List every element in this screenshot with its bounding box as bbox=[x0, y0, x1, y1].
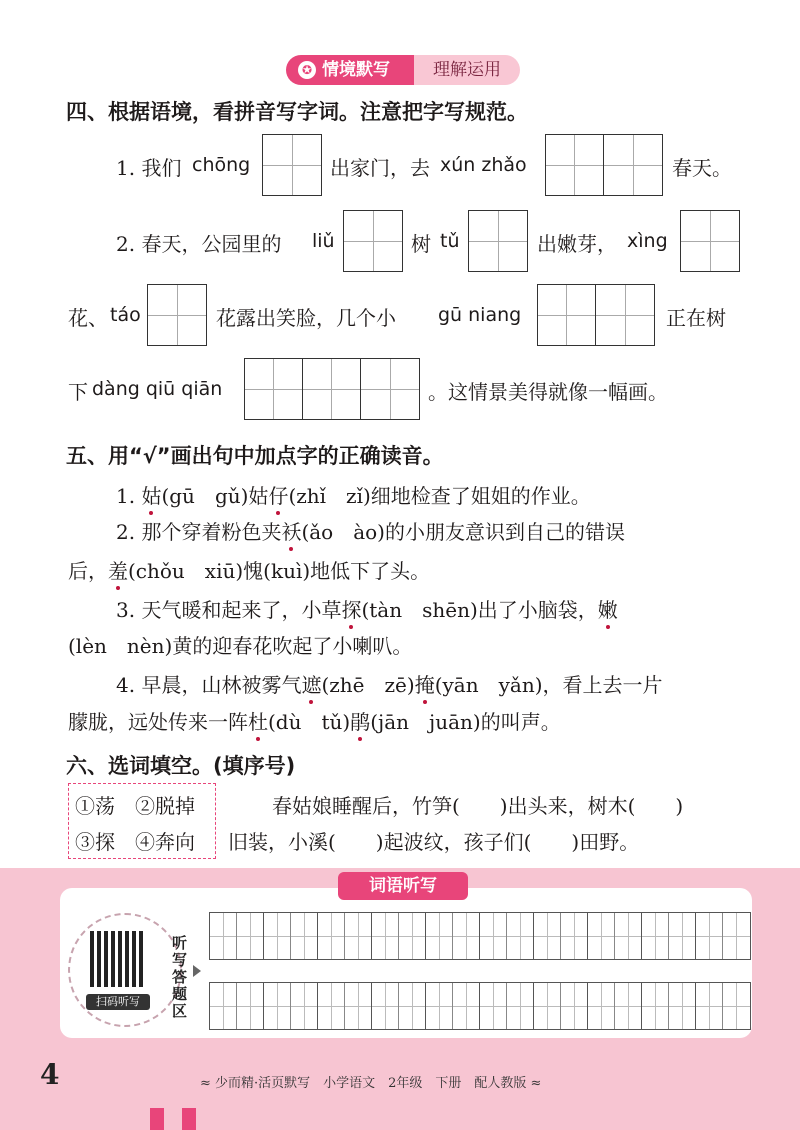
fill-sentence-1[interactable]: 春姑娘睡醒后，竹笋( )出头来，树木( ) bbox=[272, 794, 684, 818]
dotted-char: 仔 bbox=[268, 480, 288, 509]
q2c-text-b: 。这情景美得就像一幅画。 bbox=[428, 380, 668, 404]
option-3: ③探 bbox=[75, 830, 115, 854]
section5-title: 五、用“√”画出句中加点字的正确读音。 bbox=[66, 444, 444, 468]
dotted-char: 遮 bbox=[301, 669, 321, 698]
edge-tab bbox=[150, 1108, 164, 1130]
header-tag: ✪ 情境默写 bbox=[286, 55, 414, 85]
answer-grid-1[interactable] bbox=[262, 134, 322, 196]
q2b-pinyin-2: gū niang bbox=[438, 304, 522, 326]
footer-text: ≈ 少而精·活页默写 小学语文 2年级 下册 配人教版 ≈ bbox=[200, 1076, 542, 1091]
answer-area-label: 听写答题区 bbox=[172, 934, 188, 1020]
fill-sentence-2[interactable]: 旧装，小溪( )起波纹，孩子们( )田野。 bbox=[228, 830, 640, 854]
q2b-text-c: 正在树 bbox=[666, 306, 726, 330]
dotted-char: 羞 bbox=[108, 555, 128, 584]
qr-code-icon[interactable] bbox=[90, 931, 146, 987]
s5-line-4: 3. 天气暖和起来了，小草探(tàn shēn)出了小脑袋，嫩 bbox=[116, 594, 618, 623]
word-options-box bbox=[68, 783, 216, 859]
dotted-char: 掩 bbox=[415, 669, 435, 698]
s5-line-1: 1. 姑(gū gǔ)姑仔(zhǐ zǐ)细地检查了姐姐的作业。 bbox=[116, 480, 591, 509]
header-subtitle: 理解运用 bbox=[414, 55, 520, 85]
option-2: ②脱掉 bbox=[135, 794, 195, 818]
section6-title: 六、选词填空。(填序号) bbox=[66, 754, 296, 778]
answer-grid-3[interactable] bbox=[343, 210, 403, 272]
q1-text-b: 出家门，去 bbox=[330, 156, 430, 180]
q2c-text-a: 下 bbox=[68, 380, 88, 404]
answer-grid-2[interactable] bbox=[545, 134, 663, 196]
q2b-text-a: 花、 bbox=[68, 306, 108, 330]
answer-grid-8[interactable] bbox=[244, 358, 420, 420]
s5-line-2: 2. 那个穿着粉色夹袄(ǎo ào)的小朋友意识到自己的错误 bbox=[116, 516, 625, 545]
option-1: ①荡 bbox=[75, 794, 115, 818]
q2c-pinyin-1: dàng qiū qiān bbox=[92, 378, 223, 400]
answer-grid-5[interactable] bbox=[680, 210, 740, 272]
scan-label: 扫码听写 bbox=[86, 994, 150, 1010]
answer-grid-6[interactable] bbox=[147, 284, 207, 346]
dictation-row-2[interactable] bbox=[209, 982, 751, 1030]
q2-text-c: 出嫩芽， bbox=[537, 232, 617, 256]
s5-line-5: (lèn nèn)黄的迎春花吹起了小喇叭。 bbox=[68, 634, 413, 658]
q2-pinyin-2: tǔ bbox=[440, 230, 460, 252]
dictation-row-1[interactable] bbox=[209, 912, 751, 960]
dotted-char: 探 bbox=[341, 594, 361, 623]
answer-grid-7[interactable] bbox=[537, 284, 655, 346]
q2-pinyin-3: xìng bbox=[627, 230, 668, 252]
q1-pinyin-2: xún zhǎo bbox=[440, 154, 527, 176]
s5-line-7: 朦胧，远处传来一阵杜(dù tǔ)鹃(jān juān)的叫声。 bbox=[68, 706, 561, 735]
q2-pinyin-1: liǔ bbox=[312, 230, 335, 252]
dotted-char: 杜 bbox=[248, 706, 268, 735]
q1-text-a: 1. 我们 bbox=[116, 156, 182, 180]
dotted-char: 姑 bbox=[141, 480, 161, 509]
q2-text-b: 树 bbox=[411, 232, 431, 256]
page-number: 4 bbox=[40, 1058, 60, 1091]
arrow-right-icon bbox=[193, 965, 201, 977]
s5-line-3: 后，羞(chǒu xiū)愧(kuì)地低下了头。 bbox=[68, 555, 430, 584]
dotted-char: 袄 bbox=[281, 516, 301, 545]
s5-line-6: 4. 早晨，山林被雾气遮(zhē zē)掩(yān yǎn)，看上去一片 bbox=[116, 669, 663, 698]
edge-tab bbox=[182, 1108, 196, 1130]
dictation-title: 词语听写 bbox=[338, 872, 468, 900]
q2b-text-b: 花露出笑脸，几个小 bbox=[216, 306, 396, 330]
option-4: ④奔向 bbox=[135, 830, 195, 854]
answer-grid-4[interactable] bbox=[468, 210, 528, 272]
q2-text-a: 2. 春天，公园里的 bbox=[116, 232, 282, 256]
medal-icon: ✪ bbox=[298, 61, 316, 79]
q2b-pinyin-1: táo bbox=[110, 304, 141, 326]
section-header bbox=[286, 55, 520, 85]
q1-text-c: 春天。 bbox=[672, 156, 732, 180]
dotted-char: 鹃 bbox=[350, 706, 370, 735]
dotted-char: 嫩 bbox=[598, 594, 618, 623]
section4-title: 四、根据语境，看拼音写字词。注意把字写规范。 bbox=[66, 100, 528, 124]
q1-pinyin-1: chōng bbox=[192, 154, 251, 176]
